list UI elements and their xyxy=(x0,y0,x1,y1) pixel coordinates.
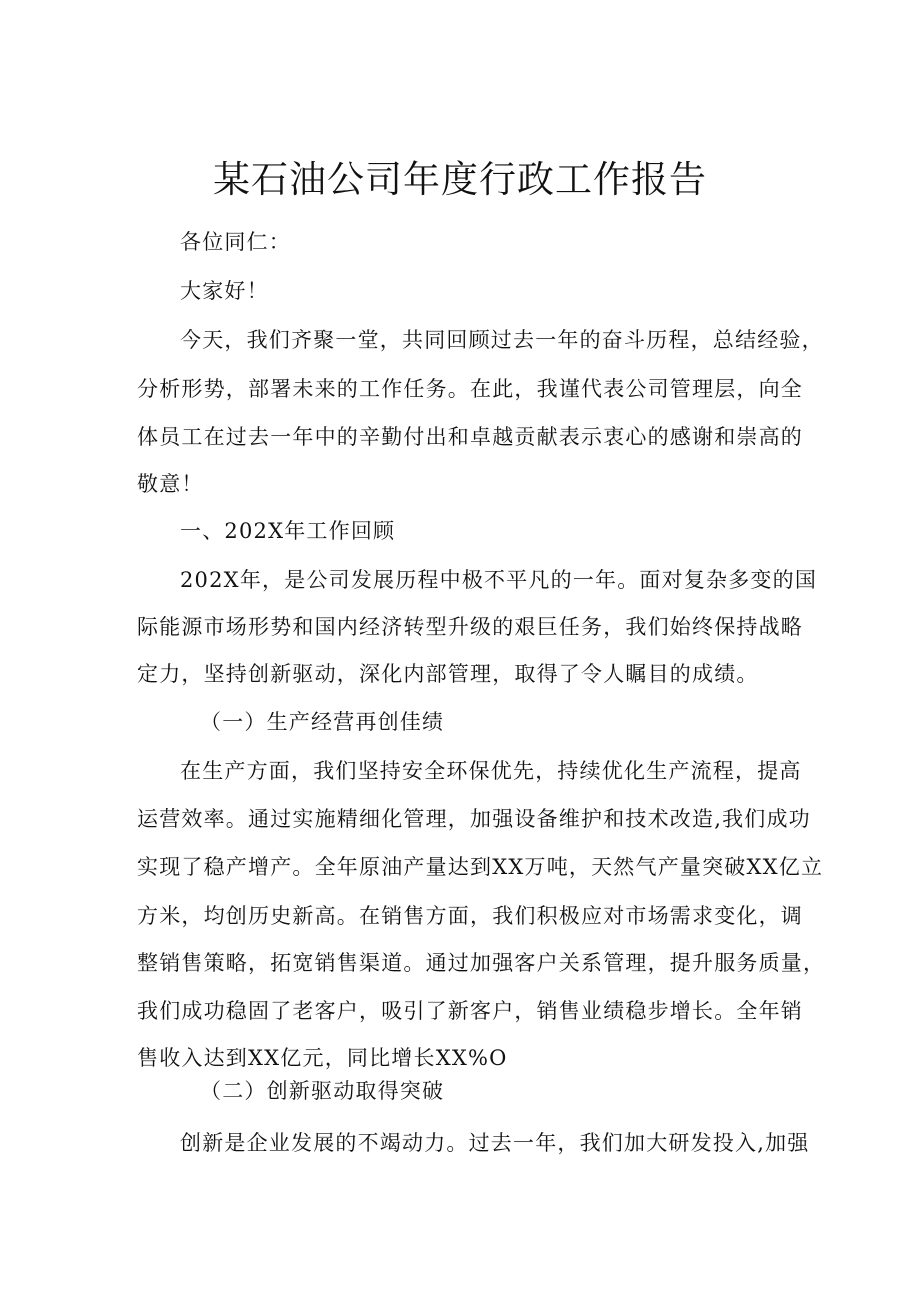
subsection-paragraph-line: 方米，均创历史新高。在销售方面，我们积极应对市场需求变化，调 xyxy=(137,904,803,928)
subsection-paragraph-line: 在生产方面，我们坚持安全环保优先，持续优化生产流程，提高 xyxy=(180,759,802,783)
subsection-paragraph-line: 创新是企业发展的不竭动力。过去一年，我们加大研发投入,加强 xyxy=(180,1131,810,1155)
section-paragraph-line: 际能源市场形势和国内经济转型升级的艰巨任务，我们始终保持战略 xyxy=(137,615,803,639)
section-paragraph-line: 202X年，是公司发展历程中极不平凡的一年。面对复杂多变的国 xyxy=(180,568,818,592)
subsection-paragraph-line: 我们成功稳固了老客户，吸引了新客户，销售业绩稳步增长。全年销 xyxy=(137,999,803,1023)
intro-paragraph-line: 敬意！ xyxy=(137,472,204,496)
subsection-paragraph-line: 实现了稳产增产。全年原油产量达到XX万吨，天然气产量突破XX亿立 xyxy=(137,855,824,879)
greeting-line: 大家好！ xyxy=(180,279,269,303)
subsection-paragraph-line: 整销售策略，拓宽销售渠道。通过加强客户关系管理，提升服务质量， xyxy=(137,951,826,975)
document-title: 某石油公司年度行政工作报告 xyxy=(213,158,707,201)
intro-paragraph-line: 今天，我们齐聚一堂，共同回顾过去一年的奋斗历程，总结经验， xyxy=(180,328,824,352)
subsection-paragraph-line: 运营效率。通过实施精细化管理，加强设备维护和技术改造,我们成功 xyxy=(137,807,811,831)
subsection-paragraph-line: 售收入达到XX亿元，同比增长XX%O xyxy=(137,1046,508,1070)
section-paragraph-line: 定力，坚持创新驱动，深化内部管理，取得了令人瞩目的成绩。 xyxy=(137,662,759,686)
greeting-line: 各位同仁： xyxy=(180,230,291,254)
intro-paragraph-line: 体员工在过去一年中的辛勤付出和卓越贡献表示衷心的感谢和崇高的 xyxy=(137,425,803,449)
intro-paragraph-line: 分析形势，部署未来的工作任务。在此，我谨代表公司管理层，向全 xyxy=(137,377,803,401)
subsection-heading: （二）创新驱动取得突破 xyxy=(200,1079,445,1103)
section-heading: 一、202X年工作回顾 xyxy=(180,519,396,543)
subsection-heading: （一）生产经营再创佳绩 xyxy=(200,710,445,734)
